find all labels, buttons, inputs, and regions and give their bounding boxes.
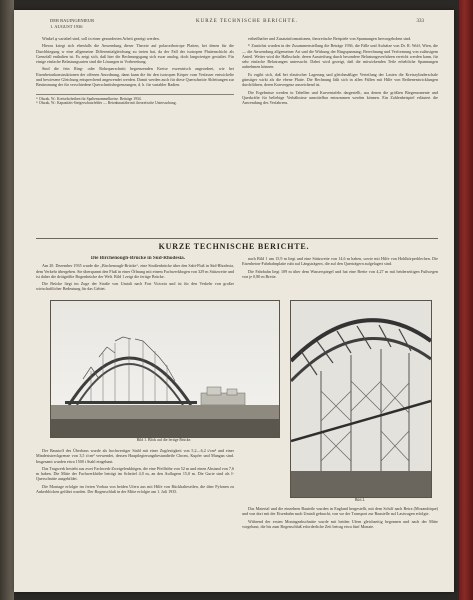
article-title: Die Birchenough-Brücke in Süd-Rhodesia. xyxy=(90,256,186,261)
paragraph: Der Baustoff des Überbaus wurde als hochwertiger Stahl mit einer Zugfestigkeit von 5,2—6,2 t/cm² und einer Mindeststreckgrenze von 3,5 t/cm² verwendet, dessen Hauptlegierungsbestandteile Chrom, Kupfer und Mangan sind. Insgesamt wurden etwa 1500 t Stahl eingebaut. xyxy=(36,448,234,464)
bridge-photo-2 xyxy=(290,300,432,498)
paragraph: Während der ersten Montageabschnitte wurde mit beiden Ufern gleichzeitig begonnen und nach der Mitte vorgebaut; die bis zum Bogenschluß erforderliche Zeit betrug etwa fünf Monate. xyxy=(242,518,438,529)
book-page xyxy=(14,10,454,592)
paragraph: Das Material und die einzelnen Bauteile wurden in England hergestellt, mit dem Schiff nach Beira (Mozambique) und von dort mit der Eisenbahn nach Umtali gebracht, von wo der Transport zur Baustelle auf Lastwagen erfolgte. xyxy=(242,506,438,517)
running-header xyxy=(50,18,424,38)
upper-right-column xyxy=(242,36,438,234)
paragraph: Die Montage erfolgte im freien Vorbau von beiden Ufern aus mit Hilfe von Rückhalteseilen, die über Pylonen zu Ankerblöcken geführt wurden. Der Bogenschluß in der Mitte erfolgte am 1. Juli 1935. xyxy=(36,483,234,495)
footnotes xyxy=(36,94,234,106)
paragraph: Es ergibt sich, daß bei elastischer Lagerung und gleichmäßiger Verteilung der Lasten die Kreiszylinderschale günstiger wirkt als die ebene Platte. Die Rechnung läßt sich in allen Fällen mit Hilfe von Reihenentwicklungen durchführen, deren Konvergenz ausreichend ist. xyxy=(242,71,438,88)
paragraph: Sind die fein Ring- oder Rohrquerschnitt begrenzenden Kreise exzentrisch angeordnet, wie bei Eisenbetonkonstruktionen der offenen Anordnung, dann kann die für den isotropen Körper vom Verfasser entwickelte und bewiesene Gleichung entsprechend angewendet werden. Damit werden auch für diese Querschnitte Ableitungen zur Bestimmung der für verschiedene Querschnittsbegrenzungen, d. h. für variabler Radien. xyxy=(36,66,234,88)
journal-date: 1. AUGUST 1936 xyxy=(50,24,83,29)
bottom-left-column xyxy=(36,448,234,586)
upper-left-column xyxy=(36,36,234,216)
paragraph: nach Bild 1 um 15,9 m liegt und eine Stützweite von 14,6 m haben, sowie mit Hilfe von Hohlkörperblechen. Die Eisenbeton-Fahrbahnplatte ruht auf Längsträgern, die auf den Querträgern aufgelagert sind. xyxy=(242,256,438,267)
lower-right-column xyxy=(242,256,438,300)
bridge-detail-image xyxy=(291,301,431,497)
bottom-right-column xyxy=(242,506,438,586)
paragraph: Winkel φ variabel sind, soll in einer gesonderten Arbeit gezeigt werden. xyxy=(42,36,160,41)
figure-2-caption: Bild 2. xyxy=(354,498,366,502)
footnote: ¹⁾ Olszak, W.: Kreiselscheiben für Spaltensammelkreise. Beiträge 1934. xyxy=(36,96,142,101)
paragraph: Die Fahrbahn liegt 109 m über dem Wasserspiegel und hat eine Breite von 4,27 m mit beiderseitigen Fußwegen von je 0,80 m Breite. xyxy=(242,268,438,279)
journal-name: DER BAUINGENIEUR xyxy=(50,18,95,23)
paragraph: ¹⁾ Zunächst wurden in der Zusammenstellung die Beträge 1936, die Fälle und Aufsätze von Dr. R. Wolf, Wien, die — die Anwendung allgemeiner Art und die Wirkung der Ringspannung; Berechnung und Verformung von zulässigem Anteil. Weiter wird die Halbschale, deren Aussteifung durch besondere Belastungsverfahren erreicht werden kann, für sehr einfache Belastungen untersucht. Dabei wird gezeigt, daß die mitwirkenden Teile erhebliche Spannungen aufnehmen können. xyxy=(242,43,438,70)
section-rule xyxy=(36,238,438,239)
paragraph: Die Ergebnisse werden in Tabellen und Kurventafeln dargestellt, aus denen die größten Biegemomente und Querkräfte für beliebige Verhältnisse unmittelbar entnommen werden können. Ein Zahlenbeispiel erläutert die Anwendung des Verfahrens. xyxy=(242,89,438,106)
bridge-photo-1 xyxy=(50,300,280,438)
header-section-title: KURZE TECHNISCHE BERICHTE. xyxy=(196,19,298,24)
section-title: KURZE TECHNISCHE BERICHTE. xyxy=(158,242,310,251)
page-number: 333 xyxy=(416,19,424,24)
bridge-arch-image xyxy=(51,301,279,437)
figure-1-caption: Bild 1. Blick auf die fertige Brücke. xyxy=(136,438,192,442)
book-binding xyxy=(459,0,473,600)
paragraph: Am 20. Dezember 1935 wurde die „Birchenough-Brücke“, eine Straßenbrücke über den Sabi-Fluß in Süd-Rhodesia, dem Verkehr übergeben. Sie überspannt den Fluß in einer Öffnung mit einem Fachwerkbogen von 329 m Stützweite und ist daher die drittgrößte Bogenbrücke der Welt. Bild 1 zeigt die fertige Brücke. xyxy=(36,263,234,279)
paragraph: Die Brücke liegt im Zuge der Straße von Umtali nach Fort Victoria und ist für den Verkehr von großer wirtschaftlicher Bedeutung für das Gebiet. xyxy=(36,281,234,292)
book-gutter xyxy=(0,0,14,600)
journal-info xyxy=(50,18,130,30)
paragraph: Hierzu kriegt sich ebenfalls die Anwendung dieser Theorie auf polarorthotrope Platten, bei denen für die Durchbiegung w eine allgemeine Differentialgleichung zu treten hat, da der Fall der isotropen Plattenschicht als Grenzfall enthalten ist. Es zeigt sich, daß hier die Rechnungsgang sich zwar analog, doch langwieriger gestaltet. Für einige einfache Belastungsarten sind die Lösungen in Vorbereitung. xyxy=(36,43,234,65)
paragraph: ertheilhafter und Zusatzinformationen, theoretische Beispiele von Spannungen hervorgehoben sind. xyxy=(248,36,412,41)
paragraph: Das Tragwerk besteht aus zwei Fachwerk-Zweigelenkbögen, die eine Pfeilhöhe von 52 m und einen Abstand von 7,6 m haben. Die Mitte der Fachwerkhöhe beträgt im Scheitel 4,0 m, an den Auflagern 15,0 m. Die Gurte sind als I-Querschnitte ausgebildet. xyxy=(36,465,234,482)
footnote: ²⁾ Olszak, W.: Kapazitäts-Steigerschutzfelder — Betonbaustäbe mit theoretische Untersuchung. xyxy=(36,101,177,106)
